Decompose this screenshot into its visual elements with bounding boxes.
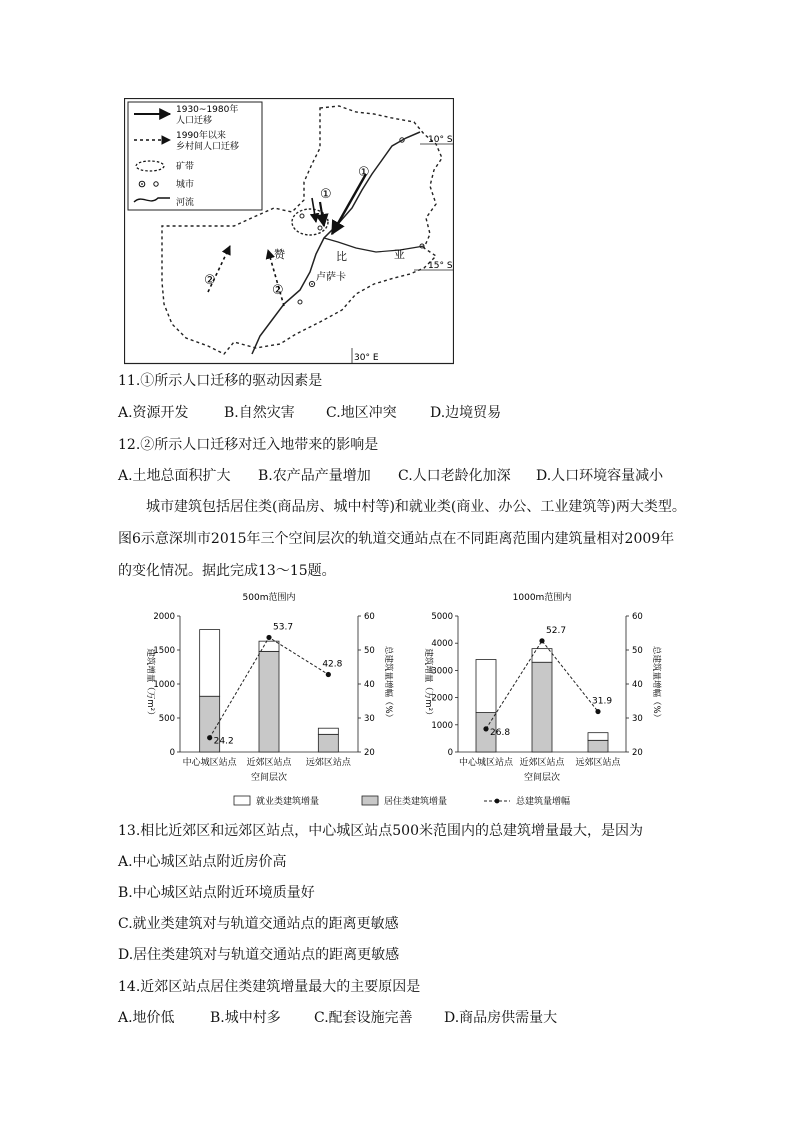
marker-1: ① xyxy=(320,187,332,202)
country-label: 比 xyxy=(336,250,347,263)
q11-option-d[interactable]: D.边境贸易 xyxy=(430,405,502,421)
y-tick-label: 2000 xyxy=(431,693,453,704)
q12-option-b[interactable]: B.农产品产量增加 xyxy=(258,468,371,484)
x-tick-label: 中心城区站点 xyxy=(182,758,237,768)
legend-mine: 矿带 xyxy=(176,162,195,172)
legend-migration-1990-2: 乡村间人口迁移 xyxy=(176,142,240,152)
intro-line-1: 城市建筑包括居住类(商品房、城中村等)和就业类(商业、办公、工业建筑等)两大类型。 xyxy=(146,499,686,515)
intro-line-3: 的变化情况。据此完成13～15题。 xyxy=(118,563,336,579)
bar-employment xyxy=(318,728,338,734)
legend-migration-1930: 1930~1980年 xyxy=(176,105,239,115)
point-total-growth xyxy=(266,635,271,640)
marker-2: ② xyxy=(272,283,284,298)
y-right-tick-label: 50 xyxy=(632,646,643,656)
q14-option-c[interactable]: C.配套设施完善 xyxy=(314,1010,413,1026)
y-tick-label: 3000 xyxy=(431,666,453,677)
country-label: 赞 xyxy=(274,248,285,261)
x-tick-label: 近郊区站点 xyxy=(519,758,565,768)
q14-option-d[interactable]: D.商品房供需量大 xyxy=(444,1010,558,1026)
data-label-total-growth: 31.9 xyxy=(592,696,613,707)
legend-swatch-residential xyxy=(362,796,378,805)
y-axis-label: 建筑增量（万m²） xyxy=(145,648,155,720)
question-13-stem: 13.相比近郊区和远郊区站点，中心城区站点500米范围内的总建筑增量最大，是因为 xyxy=(118,823,643,839)
marker-2: ② xyxy=(204,273,216,288)
y-tick-label: 4000 xyxy=(431,639,453,650)
legend-swatch-point xyxy=(495,799,500,804)
q12-option-d[interactable]: D.人口环境容量减小 xyxy=(536,468,664,484)
q12-option-a[interactable]: A.土地总面积扩大 xyxy=(118,468,231,484)
y-right-tick-label: 30 xyxy=(364,714,375,724)
longitude-label-30: 30° E xyxy=(354,353,379,363)
intro-line-2: 图6示意深圳市2015年三个空间层次的轨道交通站点在不同距离范围内建筑量相对2009年 xyxy=(118,531,675,547)
q11-option-c[interactable]: C.地区冲突 xyxy=(326,405,397,421)
y-right-tick-label: 60 xyxy=(364,612,375,622)
bar-residential xyxy=(532,662,552,752)
q13-option-d[interactable]: D.居住类建筑对与轨道交通站点的距离更敏感 xyxy=(118,947,400,963)
legend-employment: 就业类建筑增量 xyxy=(256,797,320,807)
y-tick-label: 1000 xyxy=(431,720,453,731)
point-total-growth xyxy=(326,672,331,677)
q14-option-a[interactable]: A.地价低 xyxy=(118,1010,175,1026)
q11-option-b[interactable]: B.自然灾害 xyxy=(224,405,295,421)
y-right-tick-label: 60 xyxy=(632,612,643,622)
data-label-total-growth: 24.2 xyxy=(213,736,234,747)
q13-option-a[interactable]: A.中心城区站点附近房价高 xyxy=(118,854,287,870)
x-tick-label: 近郊区站点 xyxy=(246,758,292,768)
bar-residential xyxy=(588,740,608,752)
latitude-label-15: 15° S xyxy=(428,261,453,271)
y-right-tick-label: 20 xyxy=(632,748,643,758)
q14-option-b[interactable]: B.城中村多 xyxy=(210,1010,281,1026)
chart-title: 1000m范围内 xyxy=(512,593,572,603)
legend-swatch-employment xyxy=(234,796,250,805)
data-label-total-growth: 26.8 xyxy=(490,727,511,738)
data-label-total-growth: 42.8 xyxy=(322,659,343,670)
y-right-axis-label: 总建筑量增幅（%） xyxy=(651,645,661,723)
point-total-growth xyxy=(483,726,488,731)
city-label-lusaka: 卢萨卡 xyxy=(316,272,346,283)
figure-6-charts xyxy=(140,586,680,816)
x-tick-label: 远郊区站点 xyxy=(305,758,351,768)
x-tick-label: 远郊区站点 xyxy=(575,758,621,768)
y-tick-label: 0 xyxy=(447,748,453,758)
q13-option-c[interactable]: C.就业类建筑对与轨道交通站点的距离更敏感 xyxy=(118,916,399,932)
x-axis-label: 空间层次 xyxy=(250,773,288,783)
map-legend xyxy=(128,102,262,210)
y-axis-label: 建筑增量（万m²） xyxy=(423,648,433,720)
bar-employment xyxy=(200,630,220,697)
bar-employment xyxy=(476,660,496,713)
city-marker xyxy=(311,283,313,285)
legend-migration-1990: 1990年以来 xyxy=(176,131,226,141)
y-right-tick-label: 50 xyxy=(364,646,375,656)
y-right-tick-label: 20 xyxy=(364,748,375,758)
x-axis-label: 空间层次 xyxy=(523,773,561,783)
chart-title: 500m范围内 xyxy=(242,593,296,603)
point-total-growth xyxy=(595,709,600,714)
legend-city: 城市 xyxy=(176,180,195,190)
y-right-axis-label: 总建筑量增幅（%） xyxy=(383,645,393,723)
legend-residential: 居住类建筑增量 xyxy=(384,797,448,807)
data-label-total-growth: 52.7 xyxy=(546,625,567,636)
data-label-total-growth: 53.7 xyxy=(273,622,294,633)
legend-migration-1930-2: 人口迁移 xyxy=(176,116,213,126)
q11-option-a[interactable]: A.资源开发 xyxy=(118,405,189,421)
y-right-tick-label: 40 xyxy=(632,680,643,690)
bar-employment xyxy=(532,649,552,663)
legend-river: 河流 xyxy=(176,198,195,208)
q13-option-b[interactable]: B.中心城区站点附近环境质量好 xyxy=(118,885,315,901)
point-total-growth xyxy=(207,735,212,740)
question-12-stem: 12.②所示人口迁移对迁入地带来的影响是 xyxy=(118,437,379,453)
marker-1: ① xyxy=(358,165,370,180)
legend-total-growth: 总建筑量增幅 xyxy=(516,797,571,807)
zambia-map xyxy=(124,98,454,366)
latitude-label-10: 10° S xyxy=(428,135,453,145)
bar-residential xyxy=(318,734,338,752)
y-tick-label: 1000 xyxy=(153,680,175,690)
y-right-tick-label: 40 xyxy=(364,680,375,690)
y-tick-label: 1500 xyxy=(153,646,175,656)
y-right-tick-label: 30 xyxy=(632,714,643,724)
y-tick-label: 0 xyxy=(169,748,175,758)
question-14-stem: 14.近郊区站点居住类建筑增量最大的主要原因是 xyxy=(118,979,421,995)
y-tick-label: 2000 xyxy=(153,612,175,622)
question-11-stem: 11.①所示人口迁移的驱动因素是 xyxy=(118,373,323,389)
point-total-growth xyxy=(539,638,544,643)
y-tick-label: 500 xyxy=(158,714,175,724)
country-label: 亚 xyxy=(394,248,405,261)
q12-option-c[interactable]: C.人口老龄化加深 xyxy=(398,468,511,484)
bar-employment xyxy=(588,733,608,741)
x-tick-label: 中心城区站点 xyxy=(458,758,514,768)
bar-residential xyxy=(259,651,279,752)
y-tick-label: 5000 xyxy=(431,612,453,622)
